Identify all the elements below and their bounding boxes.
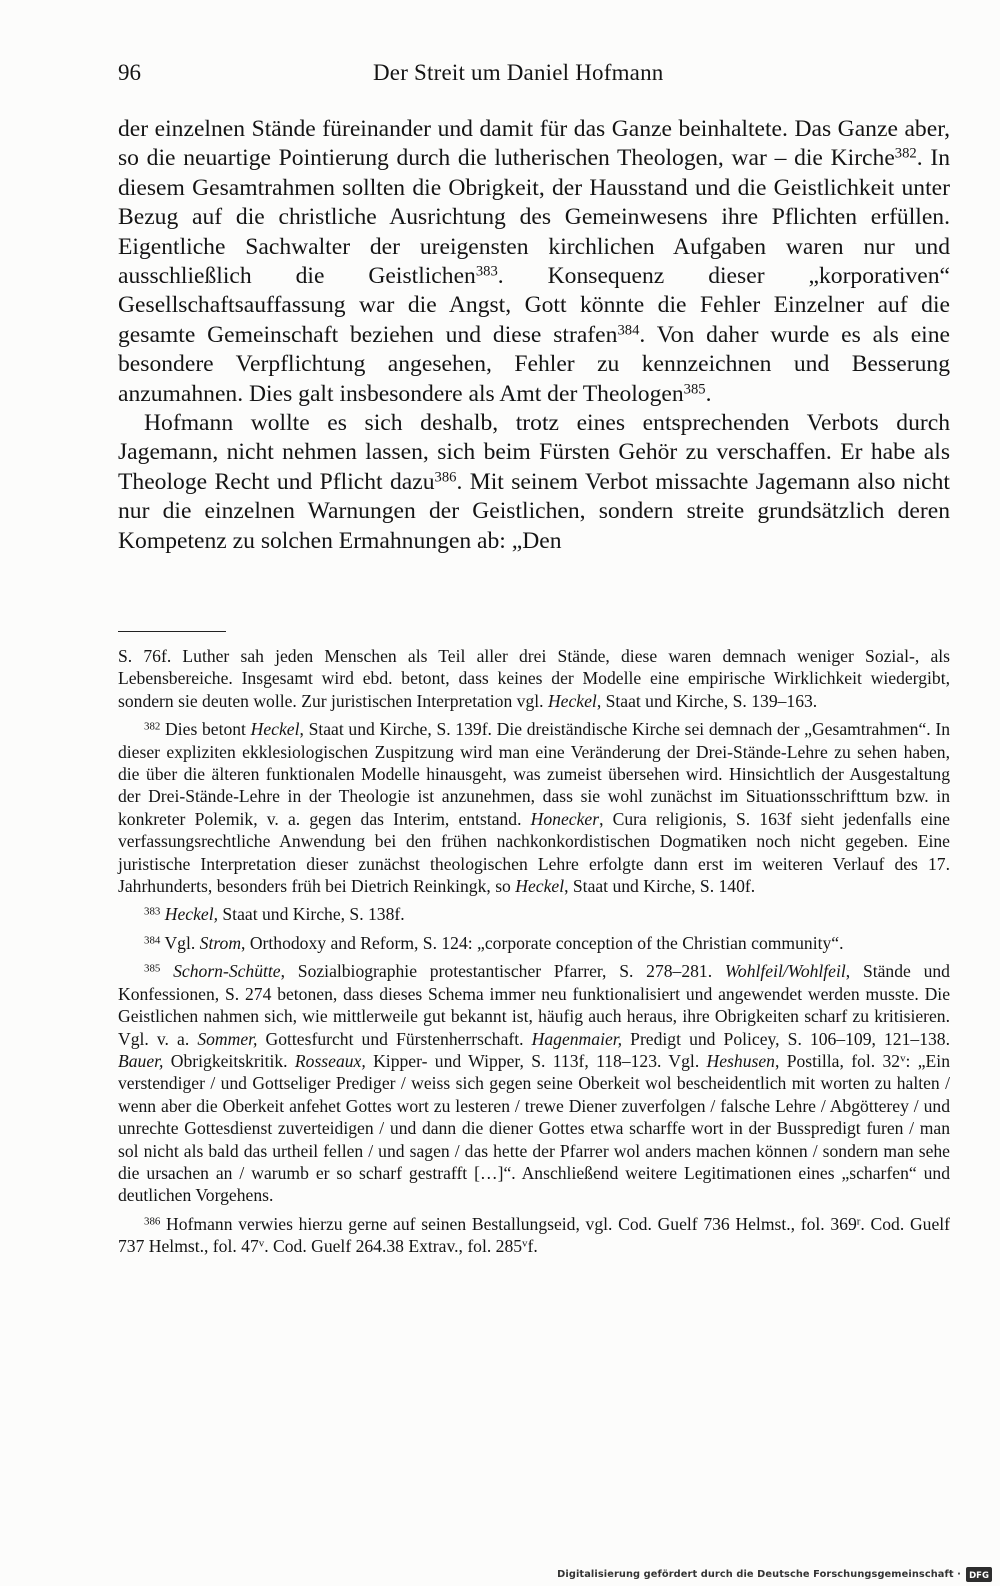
author-name: Strom <box>199 932 242 953</box>
text-run: , Staat und Kirche, S. 140f. <box>564 876 756 897</box>
dfg-logo-icon[interactable] <box>966 1567 992 1582</box>
dfg-logo-glyph-icon <box>968 1569 990 1580</box>
folio-side: r <box>856 1215 861 1228</box>
footnote-383 <box>118 903 950 925</box>
text-run: Obrigkeitskritik. <box>163 1050 295 1071</box>
svg-text:DFG: DFG <box>969 1570 989 1580</box>
footnote-number: 386 <box>144 1215 161 1228</box>
footnote-ref[interactable]: 382 <box>894 146 917 163</box>
footnote-continued <box>118 645 950 712</box>
text-run: Hofmann wollte es sich deshalb, trotz eines entsprechenden Verbots durch Jagemann, nicht nehmen lassen, sich beim Fürsten Gehör zu verschaffen. Er habe als Theologe Recht und Pflicht dazu <box>118 410 950 495</box>
text-run: Staat und Kirche, S. 138f. <box>218 904 405 925</box>
footnote-ref[interactable]: 385 <box>683 381 706 398</box>
funding-notice: Digitalisierung gefördert durch die Deutsche Forschungsgemeinschaft · <box>557 1568 961 1580</box>
text-run: f. <box>527 1236 538 1257</box>
author-name: Rosseaux, <box>294 1050 366 1071</box>
author-name: Heckel <box>250 719 300 740</box>
author-name: Heshusen <box>706 1050 775 1071</box>
text-run: Predigt und Policey, S. 106–109, 121–138. <box>622 1028 950 1049</box>
text-run: , Cura religionis, S. 163f sieht jedenfalls eine verfassungsrechtliche Anwendung bei den frühen nachkonkordistischen Dogmatiken noch nicht gegeben. Eine juristische Interpretation dieser zunächst theologischen Lehre erfolgte dann erst im weiteren Verlauf des 17. Jahrhunderts, besonders früh bei Dietrich Reinkingk, so <box>118 808 950 897</box>
footnote-384 <box>118 932 950 954</box>
author-name: Heckel <box>547 690 597 711</box>
author-name: Honecker <box>530 808 600 829</box>
author-name: Sommer, <box>197 1028 258 1049</box>
text-run: Kipper- und Wipper, S. 113f, 118–123. Vgl. <box>365 1050 707 1071</box>
footnote-ref[interactable]: 384 <box>617 322 640 339</box>
running-title: Der Streit um Daniel Hofmann <box>373 60 664 85</box>
text-run: . Cod. Guelf 264.38 Extrav., fol. 285 <box>264 1236 523 1257</box>
footnotes <box>118 645 950 1258</box>
page-number: 96 <box>118 60 141 85</box>
text-run: S. 76f. Luther sah jeden Menschen als Teil aller drei Stände, diese waren demnach weniger Sozial-, als Lebensbereiche. Insgesamt wird ebd. betont, dass keines der Modelle eine empirische Wirklichkeit wiedergibt, sondern sie deuten wolle. Zur juristischen Interpretation vgl. <box>118 646 950 711</box>
text-run: , Staat und Kirche, S. 139f. Die dreiständische Kirche sei demnach der „Gesamtrahmen“. In dieser expliziten ekklesiologischen Zuspitzung wird man eine Veränderung der Drei-Stände-Lehre zu sehen haben, die über die älteren funktionalen Modelle hinausgeht, was zumeist übersehen wird. Hinsichtlich der Ausgestaltung der Drei-Stände-Lehre in der Theologie ist anzunehmen, dass sie wohl zunächst im Situationsschrifttum bzw. in konkreter Polemik, v. a. gegen das Interim, entstand. <box>118 719 951 829</box>
footnote-number: 385 <box>144 962 161 975</box>
text-run: . <box>705 380 712 407</box>
footnote-ref[interactable]: 386 <box>434 469 457 486</box>
paragraph <box>118 409 950 556</box>
folio-side: v <box>900 1052 906 1065</box>
author-name: Heckel, <box>164 904 218 925</box>
footnote-number: 382 <box>144 720 161 733</box>
author-name: Hagenmaier, <box>531 1028 623 1049</box>
text-run: , Staat und Kirche, S. 139–163. <box>596 690 818 711</box>
footnote-ref[interactable]: 383 <box>475 263 498 280</box>
author-name: Wohlfeil/Wohlfeil <box>724 961 846 982</box>
page-header <box>118 58 946 88</box>
footnote-385 <box>118 960 950 1206</box>
text-run: Dies betont <box>160 719 251 740</box>
text-run: . Von daher wurde es als eine besondere Verpflichtung angesehen, Fehler zu kennzeichnen und Besserung anzumahnen. Dies galt insbesondere als Amt der Theologen <box>118 321 951 407</box>
text-run: . In diesem Gesamtrahmen sollten die Obrigkeit, der Hausstand und die Geistlichkeit unter Bezug auf die christliche Ausrichtung des Gemeinwesens ihre Pflichten erfüllen. Eigentliche Sachwalter der ureigensten kirchlichen Aufgaben waren nur und ausschließlich die Geistlichen <box>118 145 950 290</box>
author-name: Bauer, <box>118 1050 164 1071</box>
author-name: Heckel <box>515 876 565 897</box>
text-run: , Postilla, fol. 32 <box>774 1050 901 1071</box>
text-run: Hofmann verwies hierzu gerne auf seinen Bestallungseid, vgl. Cod. Guelf 736 Helmst., fol. 369 <box>160 1213 857 1234</box>
footnote-number: 383 <box>144 906 161 919</box>
folio-side: v <box>258 1237 265 1250</box>
text-run: . Mit seinem Verbot missachte Jagemann also nicht nur die einzelnen Warnungen der Geistlichen, sondern streite grundsätzlich deren Kompetenz zu solchen Ermahnungen ab: „Den <box>118 468 950 554</box>
funding-banner <box>557 1565 992 1583</box>
text-run: : „Ein verstendiger / und Gottseliger Prediger / weiss sich gegen seine Oberkeit wol bescheidentlich mit worten zu halten / wenn aber die Oberkeit anfehet Gottes wort zu lesteren / trewe Diener zuverfolgen / falsche Lehre / Abgötterey / und unrechte Gottesdienst zuverteidigen / und dann die diener Gottes etwa scharffe wort in der Busspredigt furen / man sol nicht als bald das urtheil fellen / und sagen / das hette der Pfarrer wol anders machen können / sondern man sehe die ursachen an / warumb er so scharf gestrafft […]“. Anschließend weitere Legitimationen eines „scharfen“ und deutlichen Vorgehens. <box>118 1050 950 1206</box>
footnote-rule <box>118 631 226 632</box>
text-run: der einzelnen Stände füreinander und damit für das Ganze beinhaltete. Das Ganze aber, so die neuartige Pointierung durch die lutherischen Theologen, war – die Kirche <box>118 116 950 172</box>
text-run: , Stände und Konfessionen, S. 274 betonen, dass dieses Schema immer neu funktionalisiert und angewendet werden musste. Die Geistlichen nahmen sich, wie mittlerweile gut bekannt ist, häufig auch heraus, ihre Obrigkeiten scharf zu kritisieren. Vgl. v. a. <box>118 961 950 1049</box>
text-run: . Cod. Guelf 737 Helmst., fol. 47 <box>118 1213 951 1257</box>
author-name: Schorn-Schütte <box>173 961 281 982</box>
text-run: Gottesfurcht und Fürstenherrschaft. <box>257 1028 532 1049</box>
text-run: , Orthodoxy and Reform, S. 124: „corporate conception of the Christian community“. <box>241 932 844 953</box>
text-run: . Konsequenz dieser „korporativen“ Gesellschaftsauffassung war die Angst, Gott könnte die Fehler Einzelner auf die gesamte Gemeinschaft beziehen und diese strafen <box>118 263 950 348</box>
footnote-386 <box>118 1213 950 1258</box>
folio-side: v <box>522 1237 528 1250</box>
text-run: Vgl. <box>160 932 200 953</box>
footnote-number: 384 <box>144 934 161 947</box>
text-run: , Sozialbiographie protestantischer Pfarrer, S. 278–281. <box>280 961 725 982</box>
footnote-382 <box>118 718 950 897</box>
main-text <box>118 115 950 556</box>
paragraph <box>118 115 950 409</box>
